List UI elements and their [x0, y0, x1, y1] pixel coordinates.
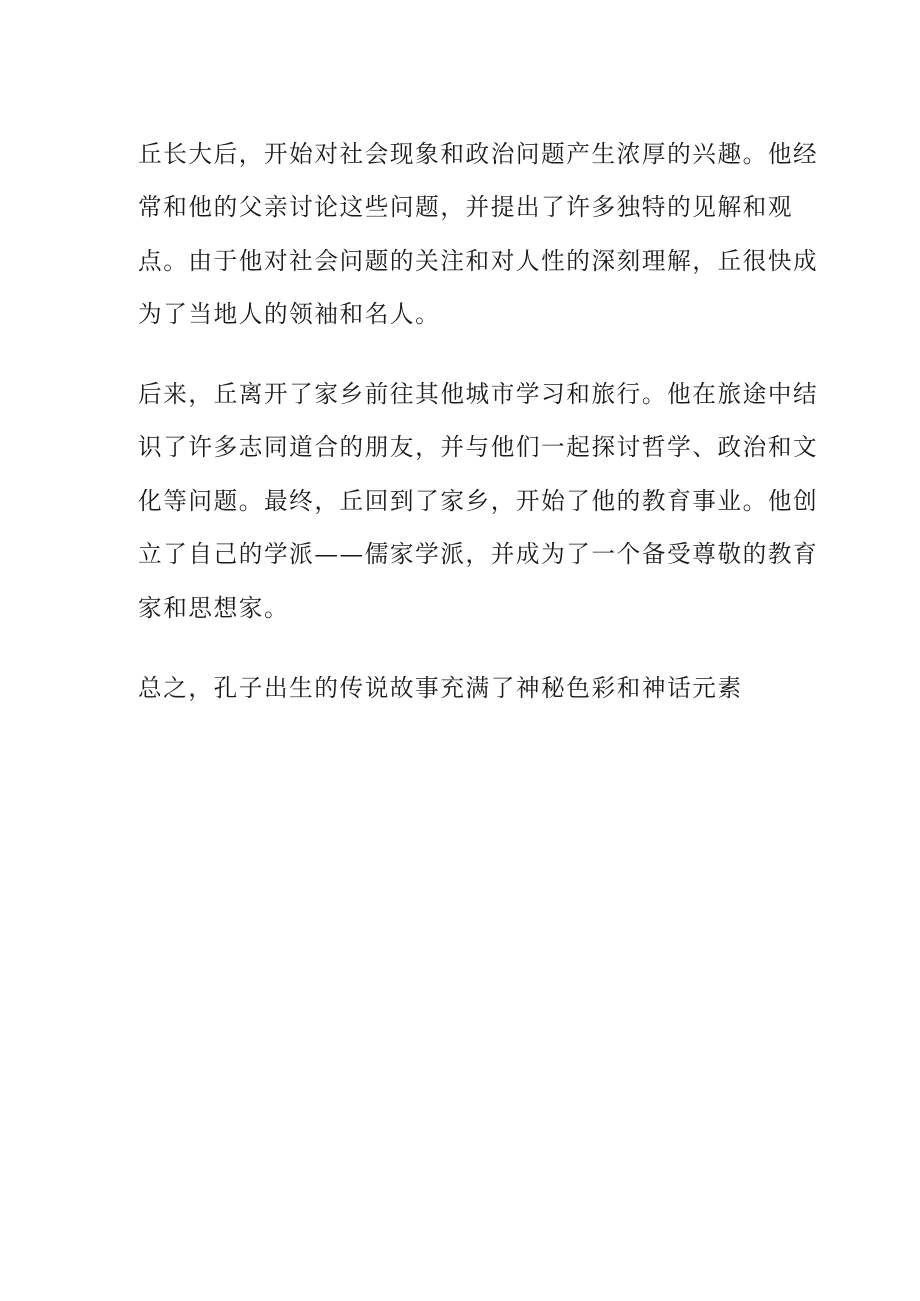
paragraph-3 — [138, 662, 778, 715]
paragraph-line: 后来，丘离开了家乡前往其他城市学习和旅行。他在旅途中结 — [138, 380, 819, 408]
paragraph-line: 点。由于他对社会问题的关注和对人性的深刻理解，丘很快成 — [138, 246, 819, 275]
paragraph-line: 家和思想家。 — [138, 593, 290, 622]
paragraph-line: 为了当地人的领袖和名人。 — [138, 300, 441, 329]
paragraph-1 — [138, 128, 819, 342]
paragraph-line: 丘长大后，开始对社会现象和政治问题产生浓厚的兴趣。他经 — [138, 140, 819, 168]
paragraph-2 — [138, 368, 819, 635]
paragraph-line: 化等问题。最终，丘回到了家乡，开始了他的教育事业。他创 — [138, 486, 819, 515]
paragraph-line: 识了许多志同道合的朋友，并与他们一起探讨哲学、政治和文 — [138, 433, 819, 462]
paragraph-line: 常和他的父亲讨论这些问题，并提出了许多独特的见解和观 — [138, 193, 794, 222]
paragraph-line: 立了自己的学派——儒家学派，并成为了一个备受尊敬的教育 — [138, 540, 819, 569]
paragraph-line: 总之，孔子出生的传说故事充满了神秘色彩和神话元素 — [138, 674, 743, 702]
